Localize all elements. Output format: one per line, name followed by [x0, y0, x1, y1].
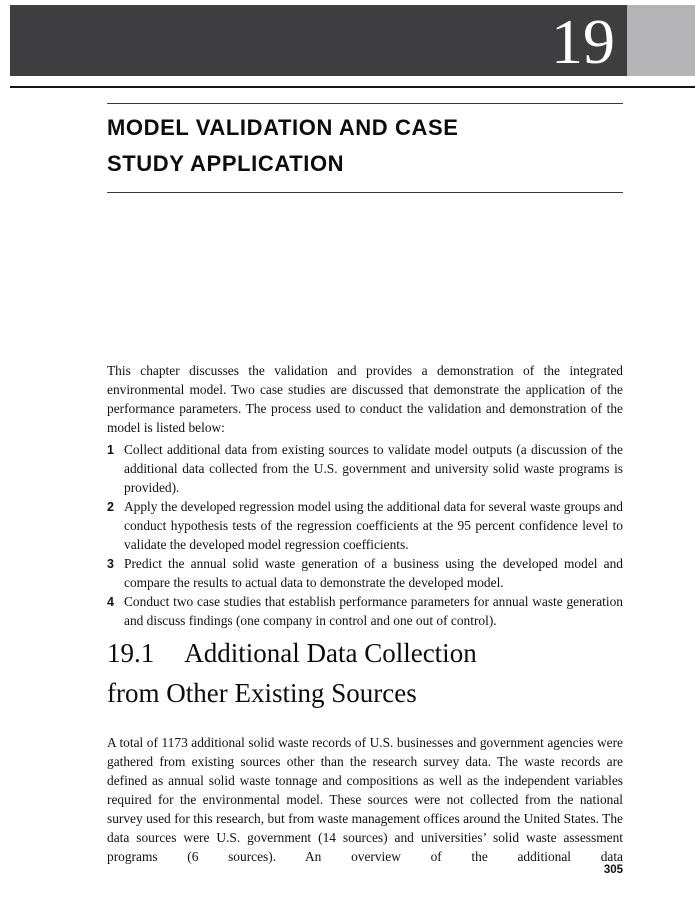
section-heading	[107, 633, 623, 713]
list-item-number: 3	[107, 557, 114, 571]
chapter-title-line-1: MODEL VALIDATION AND CASE	[107, 115, 459, 140]
list-item-number: 4	[107, 595, 114, 609]
list-item	[107, 592, 623, 630]
list-item-text: Predict the annual solid waste generation of a business using the developed model and compare the results to actual data to demonstrate the developed model.	[124, 556, 623, 590]
section-number: 19.1	[107, 638, 155, 668]
intro-paragraph: This chapter discusses the validation and provides a demonstration of the integrated environmental model. Two case studies are discussed that demonstrate the application of the performance parameters. The process used to conduct the validation and demonstration of the model is listed below:	[107, 363, 623, 436]
list-item	[107, 440, 623, 497]
section-paragraph: A total of 1173 additional solid waste records of U.S. businesses and government agencies were gathered from existing sources other than the research survey data. The waste records are defined as annual solid waste tonnage and compositions as well as the independent variables required for the environmental model. These sources were not collected from the national survey used for this research, but from waste management offices around the United States. The data sources were U.S. government (14 sources) and universities’ solid waste assessment programs (6 sources). An overview of the additional data	[107, 735, 623, 865]
section-title-line-1: Additional Data Collection	[184, 638, 477, 668]
list-item-number: 2	[107, 500, 114, 514]
list-item-text: Apply the developed regression model using the additional data for several waste groups and conduct hypothesis tests of the regression coefficients at the 95 percent confidence level to validate the developed model regression coefficients.	[124, 499, 623, 552]
list-item-text: Collect additional data from existing sources to validate model outputs (a discussion of the additional data collected from the U.S. government and university solid waste programs is provided).	[124, 442, 623, 495]
chapter-banner	[10, 5, 627, 76]
list-item	[107, 554, 623, 592]
process-list	[107, 440, 623, 630]
list-item-text: Conduct two case studies that establish performance parameters for annual waste generation and discuss findings (one company in control and one out of control).	[124, 594, 623, 628]
list-item	[107, 497, 623, 554]
list-item-number: 1	[107, 443, 114, 457]
section-heading-line-1	[107, 633, 623, 673]
chapter-title-line-2: STUDY APPLICATION	[107, 151, 345, 176]
banner-rule	[10, 86, 695, 88]
chapter-title-block	[107, 103, 623, 193]
banner-side-block	[627, 5, 695, 76]
chapter-number: 19	[551, 6, 615, 77]
page-number: 305	[603, 864, 623, 876]
section-title-line-2: from Other Existing Sources	[107, 678, 417, 708]
